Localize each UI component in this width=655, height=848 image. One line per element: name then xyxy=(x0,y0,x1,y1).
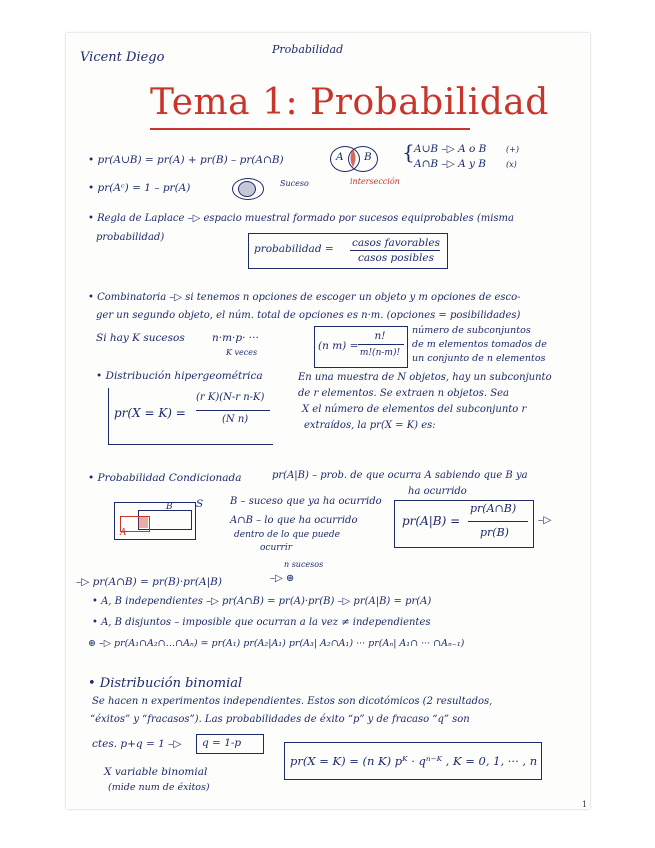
hiper-formula-den: (N n) xyxy=(222,414,249,425)
binom-line-3: ctes. p+q = 1 –▷ xyxy=(92,738,182,750)
venn-label-b: B xyxy=(364,151,372,163)
binom-title: • Distribución binomial xyxy=(88,676,243,691)
hiper-desc-3: X el número de elementos del subconjunto r xyxy=(302,404,527,415)
comb-desc-3: un conjunto de n elementos xyxy=(412,353,546,364)
venn-intersection-shade xyxy=(348,148,360,168)
cond-line-4: ⊛ –▷ pr(A₁∩A₂∩…∩Aₙ) = pr(A₁) pr(A₂|A₁) pr(A₃| A₂∩A₁) ··· pr(Aₙ| A₁∩ ··· ∩Aₙ₋₁) xyxy=(88,638,465,649)
aunionb-text: A∪B –▷ A o B xyxy=(414,143,487,155)
hiper-desc-4: extraídos, la pr(X = K) es: xyxy=(304,420,436,431)
cond-def-1: pr(A|B) – prob. de que ocurra A sabiendo que B ya xyxy=(272,470,528,481)
binom-var-1: X variable binomial xyxy=(104,766,208,778)
venn-label-a: A xyxy=(336,151,344,163)
comb-desc-2: de m elementos tomados de xyxy=(412,339,547,350)
hiper-formula-lhs: pr(X = K) = xyxy=(114,406,186,420)
hiper-formula-num: (r K)(N-r n-K) xyxy=(196,392,265,403)
cond-b-desc: B – suceso que ya ha ocurrido xyxy=(230,496,382,507)
cond-formula-lhs: pr(A|B) = xyxy=(402,514,461,528)
binomial-coef-den: m!(n-m)! xyxy=(359,348,401,358)
cond-b-label: B xyxy=(166,502,173,512)
hiper-title: • Distribución hipergeométrica xyxy=(96,370,263,382)
comb-desc-1: número de subconjuntos xyxy=(412,325,531,336)
cond-line-1: –▷ pr(A∩B) = pr(B)·pr(A|B) xyxy=(76,576,222,588)
cond-intersection-shade xyxy=(138,516,148,528)
cond-title: • Probabilidad Condicionada xyxy=(88,472,242,484)
title-underline xyxy=(150,128,470,130)
laplace-denominator: casos posibles xyxy=(357,252,435,264)
binom-line-2: “éxitos” y “fracasos”). Las probabilidades de éxito “p” y de fracaso “q” son xyxy=(90,714,470,725)
subject-header: Probabilidad xyxy=(272,43,344,56)
hiper-desc-2: de r elementos. Se extraen n objetos. Sea xyxy=(298,388,509,399)
cond-line-1-mark: –▷ ⊛ xyxy=(270,573,295,584)
cond-nsucesos: n sucesos xyxy=(284,560,324,569)
page-number: 1 xyxy=(582,800,588,809)
suceso-label: Suceso xyxy=(280,179,309,188)
ainterb-text: A∩B –▷ A y B xyxy=(414,158,487,170)
laplace-line-2: probabilidad) xyxy=(96,232,165,243)
binom-qbox-text: q = 1-p xyxy=(202,737,242,749)
cond-def-2: ha ocurrido xyxy=(408,486,467,497)
binom-formula: pr(X = K) = (n K) pᴷ · qⁿ⁻ᴷ , K = 0, 1, ··· , n xyxy=(290,754,538,768)
comb-kveces: K veces xyxy=(226,348,258,357)
binomial-coef-num: n! xyxy=(374,330,386,342)
cond-a-label: A xyxy=(120,528,127,538)
complement-formula: • pr(Aᶜ) = 1 – pr(A) xyxy=(88,182,191,194)
comb-line-3: Si hay K sucesos xyxy=(96,332,185,344)
union-formula: • pr(A∪B) = pr(A) + pr(B) – pr(A∩B) xyxy=(88,154,284,166)
laplace-line-1: • Regla de Laplace –▷ espacio muestral formado por sucesos equiprobables (misma xyxy=(88,213,515,224)
author-name: Vicent Diego xyxy=(80,50,165,65)
ainterb-mark: (x) xyxy=(506,160,517,169)
cond-formula-den: pr(B) xyxy=(480,526,509,539)
cond-fraction-bar xyxy=(468,521,528,522)
laplace-fraction-bar xyxy=(350,250,440,251)
brace: { xyxy=(402,140,415,164)
cond-line-2: • A, B independientes –▷ pr(A∩B) = pr(A)·pr(B) –▷ pr(A|B) = pr(A) xyxy=(92,596,432,607)
binom-var-2: (mide num de éxitos) xyxy=(108,782,210,793)
cond-s-label: S xyxy=(196,498,204,510)
binom-line-1: Se hacen n experimentos independientes. Estos son dicotómicos (2 resultados, xyxy=(92,696,493,707)
cond-formula-num: pr(A∩B) xyxy=(470,502,517,515)
cond-line-3: • A, B disjuntos – imposible que ocurran a la vez ≠ independientes xyxy=(92,617,431,628)
cond-ab-desc-1: A∩B – lo que ha ocurrido xyxy=(230,515,358,526)
laplace-lhs: probabilidad = xyxy=(254,243,334,255)
hiper-fraction-bar xyxy=(196,410,270,411)
cond-arrow: –▷ xyxy=(538,514,552,526)
comb-product: n·m·p· ··· xyxy=(212,332,259,344)
cond-ab-desc-3: ocurrir xyxy=(260,543,293,553)
interseccion-label: intersección xyxy=(350,177,400,186)
hiper-desc-1: En una muestra de N objetos, hay un subconjunto xyxy=(298,372,552,383)
aunionb-mark: (+) xyxy=(506,145,519,154)
suceso-inner-circle xyxy=(238,181,256,197)
comb-line-2: ger un segundo objeto, el núm. total de opciones es n·m. (opciones = posibilidades) xyxy=(96,310,521,321)
cond-ab-desc-2: dentro de lo que puede xyxy=(234,530,340,540)
binomial-coef-lhs: (n m) = xyxy=(318,340,359,352)
comb-line-1: • Combinatoria –▷ si tenemos n opciones de escoger un objeto y m opciones de esco- xyxy=(88,292,521,303)
laplace-numerator: casos favorables xyxy=(352,237,440,249)
page-title: Tema 1: Probabilidad xyxy=(150,82,549,123)
binomial-coef-bar xyxy=(358,344,404,345)
